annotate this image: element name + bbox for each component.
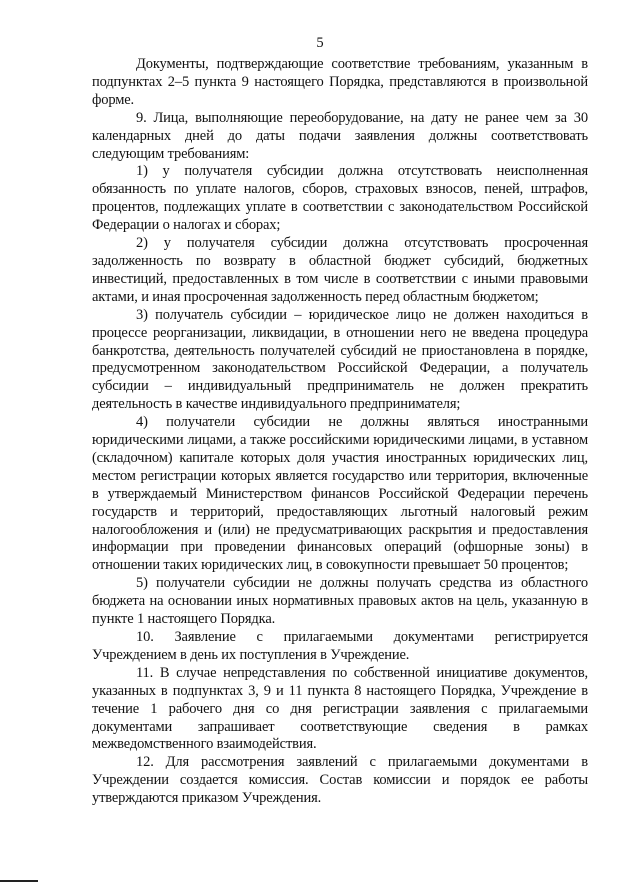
paragraph-requirement-4: 4) получатели субсидии не должны являться иностранными юридическими лицами, а также российскими юридическими лицами, в уставном (складочном) капитале которых доля участия иностранных юридических лиц, местом регистрации которых является государство или территория, включенные в утверждаемый Министерством финансов Российской Федерации перечень государств и территорий, предоставляющих льготный налоговый режим налогообложения и (или) не предусматривающих раскрытия и предоставления информации при проведении финансовых операций (офшорные зоны) в отношении таких юридических лиц, в совокупности превышает 50 процентов; — [92, 414, 588, 574]
paragraph-requirement-3: 3) получатель субсидии – юридическое лицо не должен находиться в процессе реорганизации, ликвидации, в отношении него не введена процедура банкротства, деятельность получателей субсидий не приостановлена в порядке, предусмотренном законодательством Российской Федерации, а получатель субсидии – индивидуальный предприниматель не должен прекратить деятельность в качестве индивидуального предпринимателя; — [92, 306, 588, 413]
page-number: 5 — [316, 35, 324, 51]
paragraph-item-11: 11. В случае непредставления по собственной инициативе документов, указанных в подпунктах 3, 9 и 11 пункта 8 настоящего Порядка, Учреждение в течение 1 рабочего дня со дня регистрации заявления с прилагаемыми документами запрашивает соответствующие сведения в рамках межведомственного взаимодействия. — [92, 664, 588, 753]
paragraph-requirement-5: 5) получатели субсидии не должны получать средства из областного бюджета на основании иных нормативных правовых актов на цель, указанную в пункте 1 настоящего Порядка. — [92, 575, 588, 628]
paragraph-item-10: 10. Заявление с прилагаемыми документами регистрируется Учреждением в день их поступления в Учреждение. — [92, 629, 588, 663]
paragraph-item-9: 9. Лица, выполняющие переоборудование, на дату не ранее чем за 30 календарных дней до даты подачи заявления должны соответствовать следующим требованиям: — [92, 109, 588, 162]
paragraph-requirement-2: 2) у получателя субсидии должна отсутствовать просроченная задолженность по возврату в областной бюджет субсидий, бюджетных инвестиций, предоставленных в том числе в соответствии с иными правовыми актами, и иная просроченная задолженность перед областным бюджетом; — [92, 235, 588, 305]
document-body — [92, 56, 588, 808]
paragraph-requirement-1: 1) у получателя субсидии должна отсутствовать неисполненная обязанность по уплате налогов, сборов, страховых взносов, пеней, штрафов, процентов, подлежащих уплате в соответствии с законодательством Российской Федерации о налогах и сборах; — [92, 163, 588, 234]
paragraph-documents-confirmation: Документы, подтверждающие соответствие требованиям, указанным в подпунктах 2–5 пункта 9 настоящего Порядка, представляются в произвольной форме. — [92, 56, 588, 108]
paragraph-item-12: 12. Для рассмотрения заявлений с прилагаемыми документами в Учреждении создается комиссия. Состав комиссии и порядок ее работы утверждаются приказом Учреждения. — [92, 754, 588, 807]
scan-edge-mark — [0, 880, 38, 882]
